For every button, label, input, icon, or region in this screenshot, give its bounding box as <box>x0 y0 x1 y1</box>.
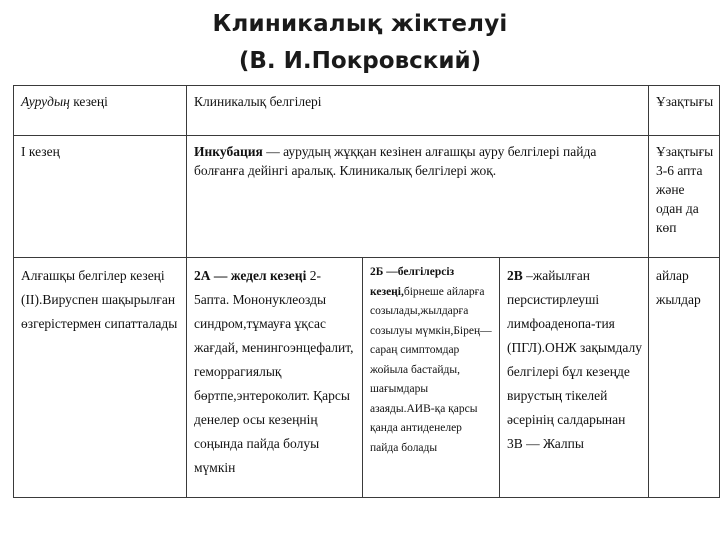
slide-subtitle: (В. И.Покровский) <box>238 48 482 74</box>
header-period-rest: кезеңі <box>69 94 108 109</box>
stage2a-cell <box>187 258 363 498</box>
header-signs: Клиникалық белгілері <box>187 86 649 136</box>
stage1-period: І кезең <box>14 136 187 258</box>
header-period-italic: Аурудың <box>21 94 70 109</box>
stage2a-rest: 2-5апта. Мононуклеозды синдром,тұмауға ұқсас жағдай, менингоэнцефалит, геморрагиялық бөртпе,энтероколит. Қарсы денелер осы кезеңнің соңында пайда болуы мүмкін <box>194 268 354 475</box>
stage2v-rest: –жайылған персистирлеуші лимфоаденопа-тия (ПГЛ).ОНЖ зақымдалу белгілері бұл кезеңде вирустың тікелей әсерінің салдарынан <box>507 268 642 427</box>
header-duration: Ұзақтығы <box>649 86 720 136</box>
stage2-period-b: Вируспен шақырылған өзгерістермен сипатталады <box>21 292 178 331</box>
stage1-signs-rest: — аурудың жұққан кезінен алғашқы ауру белгілері пайда болғанға дейінгі аралық. Клиникалық белгілері жоқ. <box>194 144 597 178</box>
classification-table <box>13 85 720 498</box>
table-header-row <box>14 86 720 136</box>
stage2v-bold: 2В <box>507 268 523 283</box>
stage2a-bold: 2А — жедел кезеңі <box>194 268 307 283</box>
table-row-stage1 <box>14 136 720 258</box>
stage2b-bold: 2Б —белгілерсіз кезеңі, <box>370 266 455 298</box>
stage2-duration: айлар жылдар <box>649 258 720 498</box>
stage2b-cell <box>363 258 500 498</box>
stage1-duration: Ұзақтығы 3-6 апта және одан да көп <box>649 136 720 258</box>
stage2-period <box>14 258 187 498</box>
stage2v-tail: 3В — Жалпы <box>507 436 584 451</box>
stage2b-rest: бірнеше айларға созылады,жылдарға созылуы мүмкін,Бірең— сараң симптомдар жойыла бастайды, шағымдары азаяды.АИВ-қа қарсы қанда антиденелер пайда болады <box>370 285 492 454</box>
stage2v-cell <box>500 258 649 498</box>
header-period <box>14 86 187 136</box>
stage1-signs <box>187 136 649 258</box>
stage2-period-a: Алғашқы белгілер кезеңі (ІІ). <box>21 268 165 307</box>
stage1-signs-bold: Инкубация <box>194 144 263 159</box>
table-row-stage2 <box>14 258 720 498</box>
slide-title: Клиникалық жіктелуі <box>212 11 508 37</box>
